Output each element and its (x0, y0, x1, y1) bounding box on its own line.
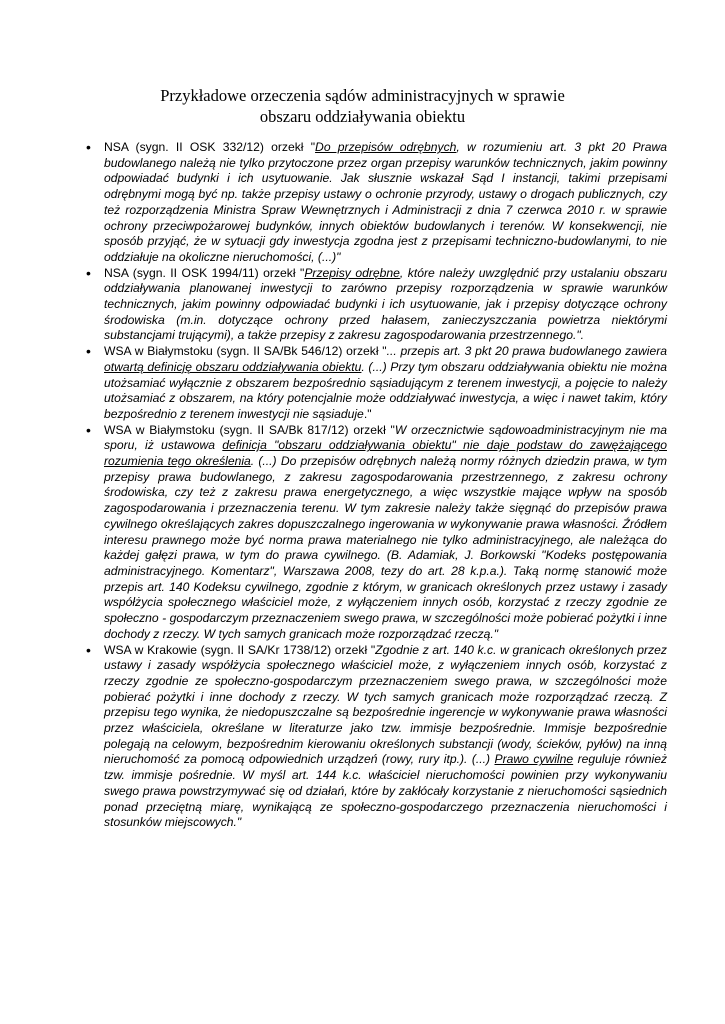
quote-close: ." (363, 406, 372, 421)
ruling-quote-end: reguluje również tzw. immisje pośrednie. W myśl art. 144 k.c. właściciel nieruchomości powinien przy wykonywaniu swego prawa powstrzymywać się od działań, które by zakłócały korzystanie z nieruchomości sąsiednich ponad przeciętną miarę, wynikającą ze społeczno-gospodarczego przeznaczenia nieruchomości i stosunków miejscowych." (104, 752, 668, 830)
case-reference: (sygn. II SA/Bk 546/12) orzekł " (212, 344, 387, 359)
underlined-phrase: Prawo cywilne (494, 752, 574, 767)
rulings-list (90, 140, 667, 831)
ruling-item (90, 266, 667, 345)
court-name: NSA (104, 265, 129, 280)
title-line-1: Przykładowe orzeczenia sądów administracyjnych w sprawie (160, 86, 565, 105)
ruling-item (90, 643, 667, 831)
underlined-phrase: otwartą definicję obszaru oddziaływania obiektu (104, 359, 362, 374)
case-reference: (sygn. II SA/Bk 817/12) orzekł " (214, 422, 395, 437)
case-reference: (sygn. II SA/Kr 1738/12) orzekł " (197, 642, 376, 657)
underlined-phrase: definicja "obszaru oddziaływania obiektu" nie daje podstaw do zawężającego rozumienia tego określenia (104, 438, 667, 469)
ruling-quote: , które należy uwzględnić przy ustalaniu obszaru oddziaływania planowanej inwestycji to zarówno przepisy rozporządzenia w sprawie warunków technicznych, jakim powinny odpowiadać budynki i ich usytuowanie, jak i przepisy dotyczące ochrony środowiska (m.in. dotyczące ochrony przed hałasem, zanieczyszczania powietrza niektórymi substancjami trującymi), a także przepisy z zakresu zagospodarowania przestrzennego.". (104, 265, 668, 343)
court-name: WSA w Białymstoku (104, 422, 215, 437)
case-reference: (sygn. II OSK 332/12) orzekł " (128, 140, 316, 154)
ruling-quote-start: Zgodnie z art. 140 k.c. w granicach określonych przez ustawy i zasady współżycia społecznego właściciel może, z wyłączeniem innych osób, korzystać z rzeczy zgodnie ze społeczno-gospodarczym przeznaczeniem swego prawa, w szczególności może pobierać pożytki i inne dochody z rzeczy. W tych samych granicach może rozporządzać rzeczą. Z przepisu tego wynika, że niedopuszczalne są bezpośrednie ingerencje w wykonywanie prawa własności przez właściciela, określane w literaturze jako tzw. immisje bezpośrednie. Immisje bezpośrednie polegają na celowym, bezpośrednim kierowaniu określonych substancji (wody, ścieków, pyłów) na inną nieruchomość za pomocą odpowiednich urządzeń (rowy, rury itp.). (...) (104, 642, 667, 767)
case-reference: (sygn. II OSK 1994/11) orzekł " (128, 265, 305, 280)
ruling-item (90, 423, 667, 643)
court-name: WSA w Białymstoku (104, 344, 213, 359)
ruling-item (90, 140, 667, 266)
underlined-phrase: Przepisy odrębne (304, 265, 400, 280)
title-line-2: obszaru oddziaływania obiektu (259, 107, 466, 126)
ruling-quote-end: . (...) Przy tym obszaru oddziaływania obiektu nie można utożsamiać wyłącznie z obszarem bezpośrednio sąsiadującym z terenem inwestycji, a pojęcie to należy utożsamiać z obszarem, na który potencjalnie może oddziaływać inwestycja, a więc i nawet takim, który bezpośrednio z terenem inwestycji nie sąsiaduje (104, 359, 667, 421)
underlined-phrase: Do przepisów odrębnych (315, 140, 457, 154)
ruling-item (90, 344, 667, 423)
ruling-quote: , w rozumieniu art. 3 pkt 20 Prawa budowlanego należą nie tylko przytoczone przez organ przepisy warunków technicznych, jakim powinny odpowiadać budynki i ich usytuowanie. Jak słusznie wskazał Sąd I instancji, takimi przepisami odrębnymi mogą być np. także przepisy ustawy o ochronie przyrody, ustawy o drogach publicznych, czy też rozporządzenia Ministra Spraw Wewnętrznych i Administracji z dnia 7 czerwca 2010 r. w sprawie ochrony przeciwpożarowej budynków, innych obiektów budowlanych i terenów. W konsekwencji, nie sposób przyjąć, że w sytuacji gdy inwestycja zgodna jest z przepisami techniczno-budowlanymi, to nie oddziałuje na okoliczne nieruchomości, (...)" (104, 140, 667, 264)
court-name: NSA (104, 140, 129, 154)
court-name: WSA w Krakowie (104, 642, 198, 657)
ruling-quote-start: ... przepis art. 3 pkt 20 prawa budowlanego zawiera (386, 344, 668, 359)
ruling-quote-end: . (...) Do przepisów odrębnych należą normy różnych dziedzin prawa, w tym przepisy prawa budowlanego, z zakresu zagospodarowania przestrzennego, z zakresu ochrony środowiska, czy też z zakresu prawa energetycznego, a więc wszystkie mające wpływ na sposób zagospodarowania i przeznaczenia terenu. W tym zakresie należy także sięgnąć do przepisów prawa cywilnego określających zakres dopuszczalnego ingerowania w wykonywanie prawa własności. Źródłem interesu prawnego może być norma prawa materialnego nie tylko administracyjnego, ale należąca do każdej gałęzi prawa, w tym do prawa cywilnego. (B. Adamiak, J. Borkowski "Kodeks postępowania administracyjnego. Komentarz", Warszawa 2008, tezy do art. 28 k.p.a.). Taką normę stanowić może przepis art. 140 Kodeksu cywilnego, zgodnie z którym, w granicach określonych przez ustawy i zasady współżycia społecznego właściciel może, z wyłączeniem innych osób, korzystać z rzeczy zgodnie ze społeczno - gospodarczym przeznaczeniem swego prawa, w szczególności może pobierać pożytki i inne dochody z rzeczy. W tych samych granicach może rozporządzać rzeczą." (104, 454, 667, 641)
page-title (0, 85, 725, 127)
ruling-quote-start: W orzecznictwie sądowoadministracyjnym nie ma sporu, iż ustawowa (104, 422, 667, 453)
